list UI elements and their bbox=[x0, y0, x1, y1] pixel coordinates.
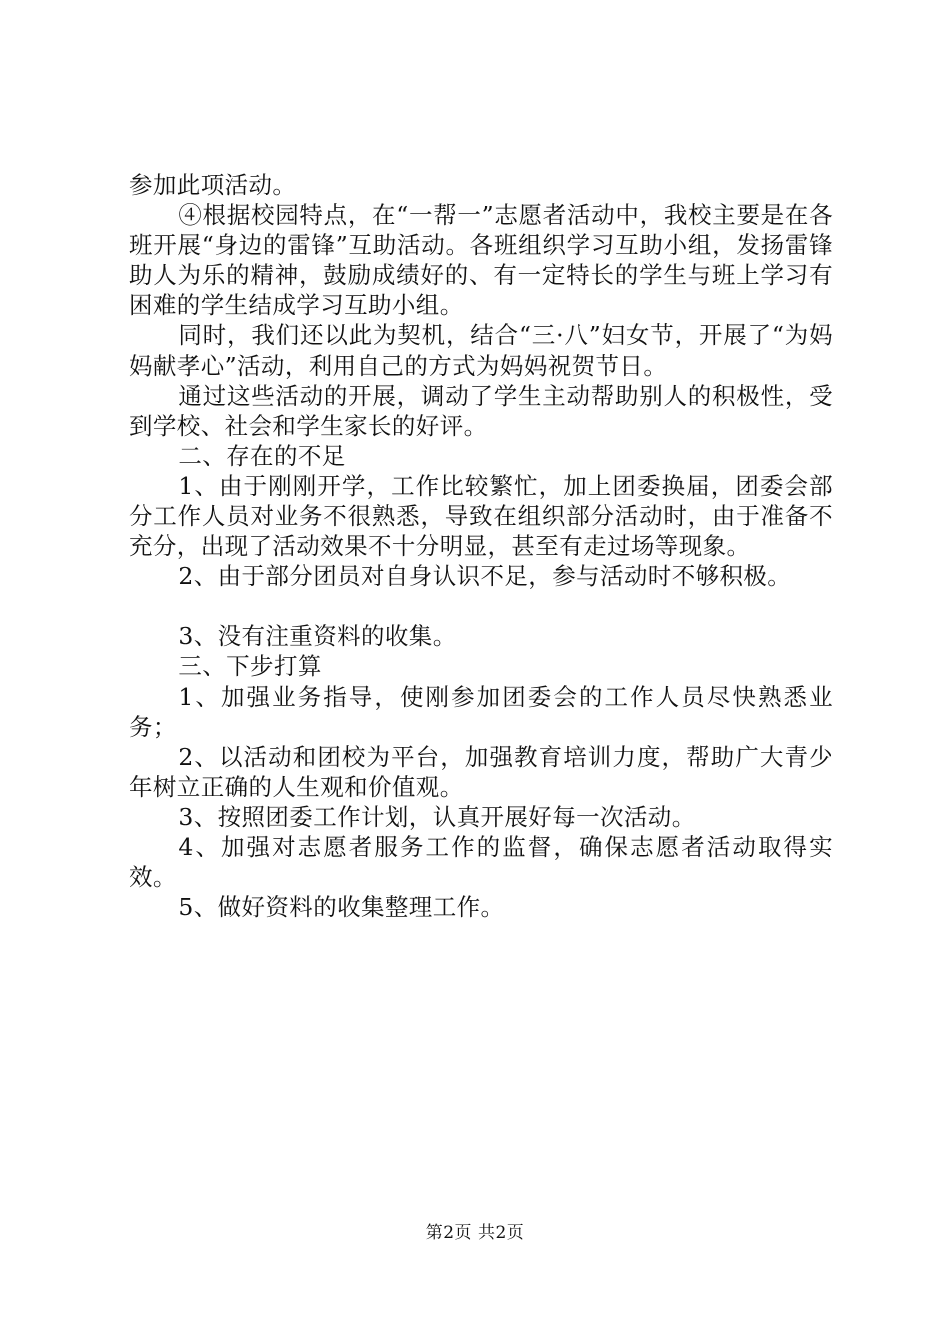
paragraph-plan-2: 2、以活动和团校为平台，加强教育培训力度，帮助广大青少年树立正确的人生观和价值观。 bbox=[129, 742, 833, 801]
paragraph-plan-3: 3、按照团委工作计划，认真开展好每一次活动。 bbox=[178, 802, 696, 831]
paragraph-shortcoming-1: 1、由于刚刚开学，工作比较繁忙，加上团委换届，团委会部分工作人员对业务不很熟悉，导致在组织部分活动时，由于准备不充分，出现了活动效果不十分明显，甚至有走过场等现象。 bbox=[129, 471, 833, 561]
paragraph-plan-4: 4、加强对志愿者服务工作的监督，确保志愿者活动取得实效。 bbox=[129, 832, 833, 892]
paragraph-shortcoming-2: 2、由于部分团员对自身认识不足，参与活动时不够积极。 bbox=[178, 562, 792, 591]
paragraph-continuation: 参加此项活动。 bbox=[129, 171, 297, 199]
paragraph-womens-day: 同时，我们还以此为契机，结合“三·八”妇女节，开展了“为妈妈献孝心”活动，利用自己的方式为妈妈祝贺节日。 bbox=[129, 321, 833, 380]
paragraph-shortcoming-3: 3、没有注重资料的收集。 bbox=[178, 622, 457, 651]
paragraph-results: 通过这些活动的开展，调动了学生主动帮助别人的积极性，受到学校、社会和学生家长的好评。 bbox=[129, 381, 833, 440]
section-heading-shortcomings: 二、存在的不足 bbox=[178, 441, 346, 470]
paragraph-plan-5: 5、做好资料的收集整理工作。 bbox=[178, 893, 505, 922]
document-body bbox=[129, 170, 833, 922]
section-heading-next-steps: 三、下步打算 bbox=[178, 652, 322, 681]
page-number-footer: 第2页 共2页 bbox=[425, 1223, 525, 1243]
paragraph-plan-1: 1、加强业务指导，使刚参加团委会的工作人员尽快熟悉业务； bbox=[129, 682, 833, 741]
paragraph-campus-activity: ④根据校园特点，在“一帮一”志愿者活动中，我校主要是在各班开展“身边的雷锋”互助活动。各班组织学习互助小组，发扬雷锋助人为乐的精神，鼓励成绩好的、有一定特长的学生与班上学习有困难的学生结成学习互助小组。 bbox=[129, 201, 833, 320]
